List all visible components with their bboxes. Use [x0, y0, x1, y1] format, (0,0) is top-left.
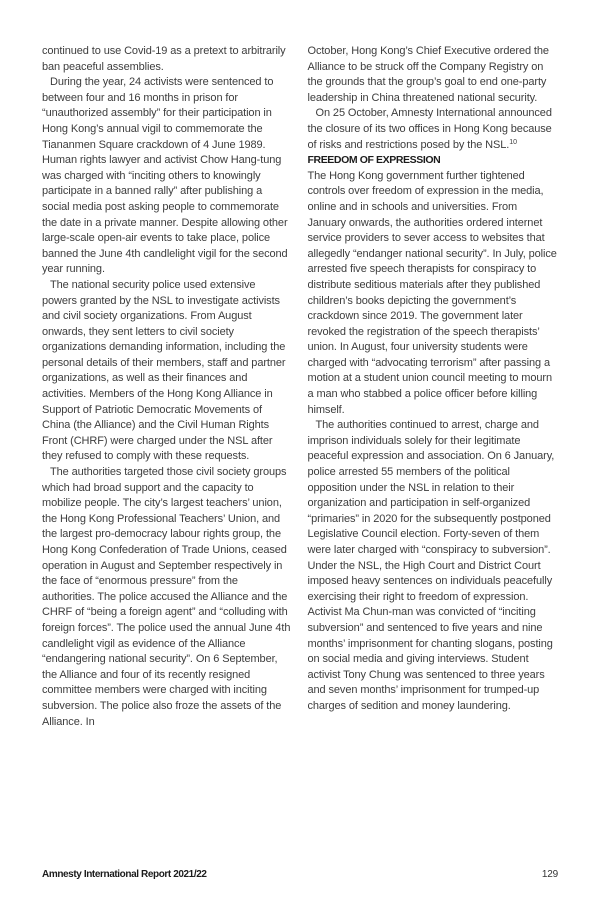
left-column — [42, 44, 293, 730]
paragraph-text: On 25 October, Amnesty International announced the closure of its two offices in Hong Kong because of risks and restrictions posed by the NSL. — [307, 107, 552, 151]
paragraph: The national security police used extensive powers granted by the NSL to investigate activists and civil society organizations. From August onwards, they sent letters to civil society organizations demanding information, including the personal details of their members, staff and partner organizations, as well as their finances and activities. Members of the Hong Kong Alliance in Support of Patriotic Democratic Movements of China (the Alliance) and the Civil Human Rights Front (CHRF) were charged under the NSL after they refused to comply with these requests. — [42, 278, 286, 463]
text-columns — [42, 44, 558, 730]
page-number: 129 — [541, 869, 558, 880]
paragraph-continuation: continued to use Covid-19 as a pretext to arbitrarily ban peaceful assemblies. — [42, 45, 286, 73]
right-column — [308, 44, 559, 730]
paragraph-with-footnote — [308, 106, 559, 153]
paragraph: The Hong Kong government further tightened controls over freedom of expression in the media, online and in schools and universities. From January onwards, the authorities ordered internet service providers to sever access to websites that allegedly “endanger national security”. In July, police arrested five speech therapists for conspiracy to distribute seditious materials after they published children’s books depicting the government’s crackdown since 2019. The government later revoked the registration of the speech therapists’ union. In August, four university students were charged with “advocating terrorism” after passing a motion at a student union council meeting to mourn a man who stabbed a police officer before killing himself. — [307, 169, 557, 416]
paragraph: The authorities targeted those civil society groups which had broad support and the capacity to mobilize people. The city’s largest teachers’ union, the Hong Kong Professional Teachers’ Union, and the largest pro-democracy labour rights group, the Hong Kong Confederation of Trade Unions, ceased operation in August and September respectively in the face of “enormous pressure” from the authorities. The police accused the Alliance and the CHRF of “being a foreign agent” and “colluding with foreign forces”. The police used the annual June 4th candlelight vigil as evidence of the Alliance “endangering national security”. On 6 September, the Alliance and four of its recently resigned committee members were charged with inciting subversion. The police also froze the assets of the Alliance. In — [42, 466, 291, 728]
report-title: Amnesty International Report 2021/22 — [42, 869, 207, 880]
footnote-reference: 10 — [509, 138, 518, 146]
page-footer — [42, 869, 558, 880]
paragraph: During the year, 24 activists were sentenced to between four and 16 months in prison for “unauthorized assembly” for their participation in Hong Kong’s annual vigil to commemorate the Tiananmen Square crackdown of 4 June 1989. Human rights lawyer and activist Chow Hang-tung was charged with “inciting others to knowingly participate in a banned rally” after publishing a social media post asking people to commemorate the date in a private manner. Despite allowing other large-scale open-air events to take place, police banned the June 4th candlelight vigil for the second year running. — [42, 76, 288, 276]
section-heading-freedom-of-expression: FREEDOM OF EXPRESSION — [307, 154, 441, 167]
paragraph: The authorities continued to arrest, charge and imprison individuals solely for their legitimate peaceful expression and association. On 6 January, police arrested 55 members of the political opposition under the NSL in relation to their organization and participation in self-organized “primaries” in 2020 for the subsequently postponed Legislative Council election. Forty-seven of them were later charged with “conspiracy to subversion”. Under the NSL, the High Court and District Court imposed heavy sentences on individuals peacefully exercising their right to freedom of expression. Activist Ma Chun-man was convicted of “inciting subversion” and sentenced to five years and nine months’ imprisonment for chanting slogans, posting on social media and giving interviews. Student activist Tony Chung was sentenced to three years and seven months’ imprisonment for trumped-up charges of sedition and money laundering. — [307, 419, 555, 712]
paragraph-continuation: October, Hong Kong’s Chief Executive ordered the Alliance to be struck off the Company Registry on the grounds that the group’s goal to end one-party leadership in China threatened national security. — [307, 45, 549, 104]
